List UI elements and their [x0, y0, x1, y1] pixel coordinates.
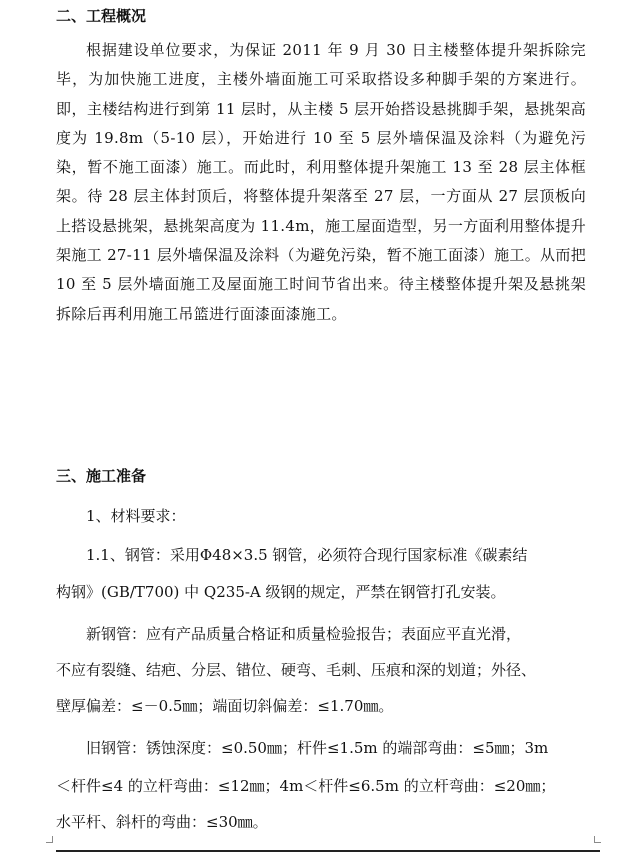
steel-pipe-spec-line-1: 1.1、钢管：采用Φ48×3.5 钢管，必须符合现行国家标准《碳素结	[86, 546, 528, 564]
section-2-heading: 二、工程概况	[56, 7, 147, 25]
materials-requirement-title: 1、材料要求：	[86, 507, 186, 525]
steel-pipe-spec-line-2: 构钢》(GB/T700) 中 Q235-A 级钢的规定，严禁在钢管打孔安装。	[56, 583, 506, 601]
new-pipe-line-2: 不应有裂缝、结疤、分层、错位、硬弯、毛刺、压痕和深的划道；外径、	[56, 661, 537, 679]
old-pipe-line-1: 旧钢管：锈蚀深度：≤0.50㎜；杆件≤1.5m 的端部弯曲：≤5㎜；3m	[86, 739, 549, 757]
page-bottom-rule	[56, 850, 600, 852]
section-2-paragraph: 根据建设单位要求，为保证 2011 年 9 月 30 日主楼整体提升架拆除完毕，为加快施工进度，主楼外墙面施工可采取搭设多种脚手架的方案进行。即，主楼结构进行到第 11 层时，从主楼 5 层开始搭设悬挑脚手架，悬挑架高度为 19.8m（5-10 层），开始进行 10 至 5 层外墙保温及涂料（为避免污染，暂不施工面漆）施工。而此时，利用整体提升架施工 13 至 28 层主体框架。待 28 层主体封顶后，将整体提升架落至 27 层，一方面从 27 层顶板向上搭设悬挑架，悬挑架高度为 11.4m，施工屋面造型，另一方面利用整体提升架施工 27-11 层外墙保温及涂料（为避免污染，暂不施工面漆）施工。从而把 10 至 5 层外墙面施工及屋面施工时间节省出来。待主楼整体提升架及悬挑架拆除后再利用施工吊篮进行面漆面漆施工。	[56, 41, 586, 323]
section-3-heading: 三、施工准备	[56, 467, 147, 485]
margin-corner-mark-right	[594, 836, 601, 843]
old-pipe-line-2: ＜杆件≤4 的立杆弯曲：≤12㎜；4m＜杆件≤6.5m 的立杆弯曲：≤20㎜；	[56, 777, 556, 795]
new-pipe-line-3: 壁厚偏差：≤－0.5㎜；端面切斜偏差：≤1.70㎜。	[56, 697, 394, 715]
margin-corner-mark-left	[46, 836, 53, 843]
old-pipe-line-3: 水平杆、斜杆的弯曲：≤30㎜。	[56, 813, 268, 831]
new-pipe-line-1: 新钢管：应有产品质量合格证和质量检验报告；表面应平直光滑，	[86, 625, 522, 643]
